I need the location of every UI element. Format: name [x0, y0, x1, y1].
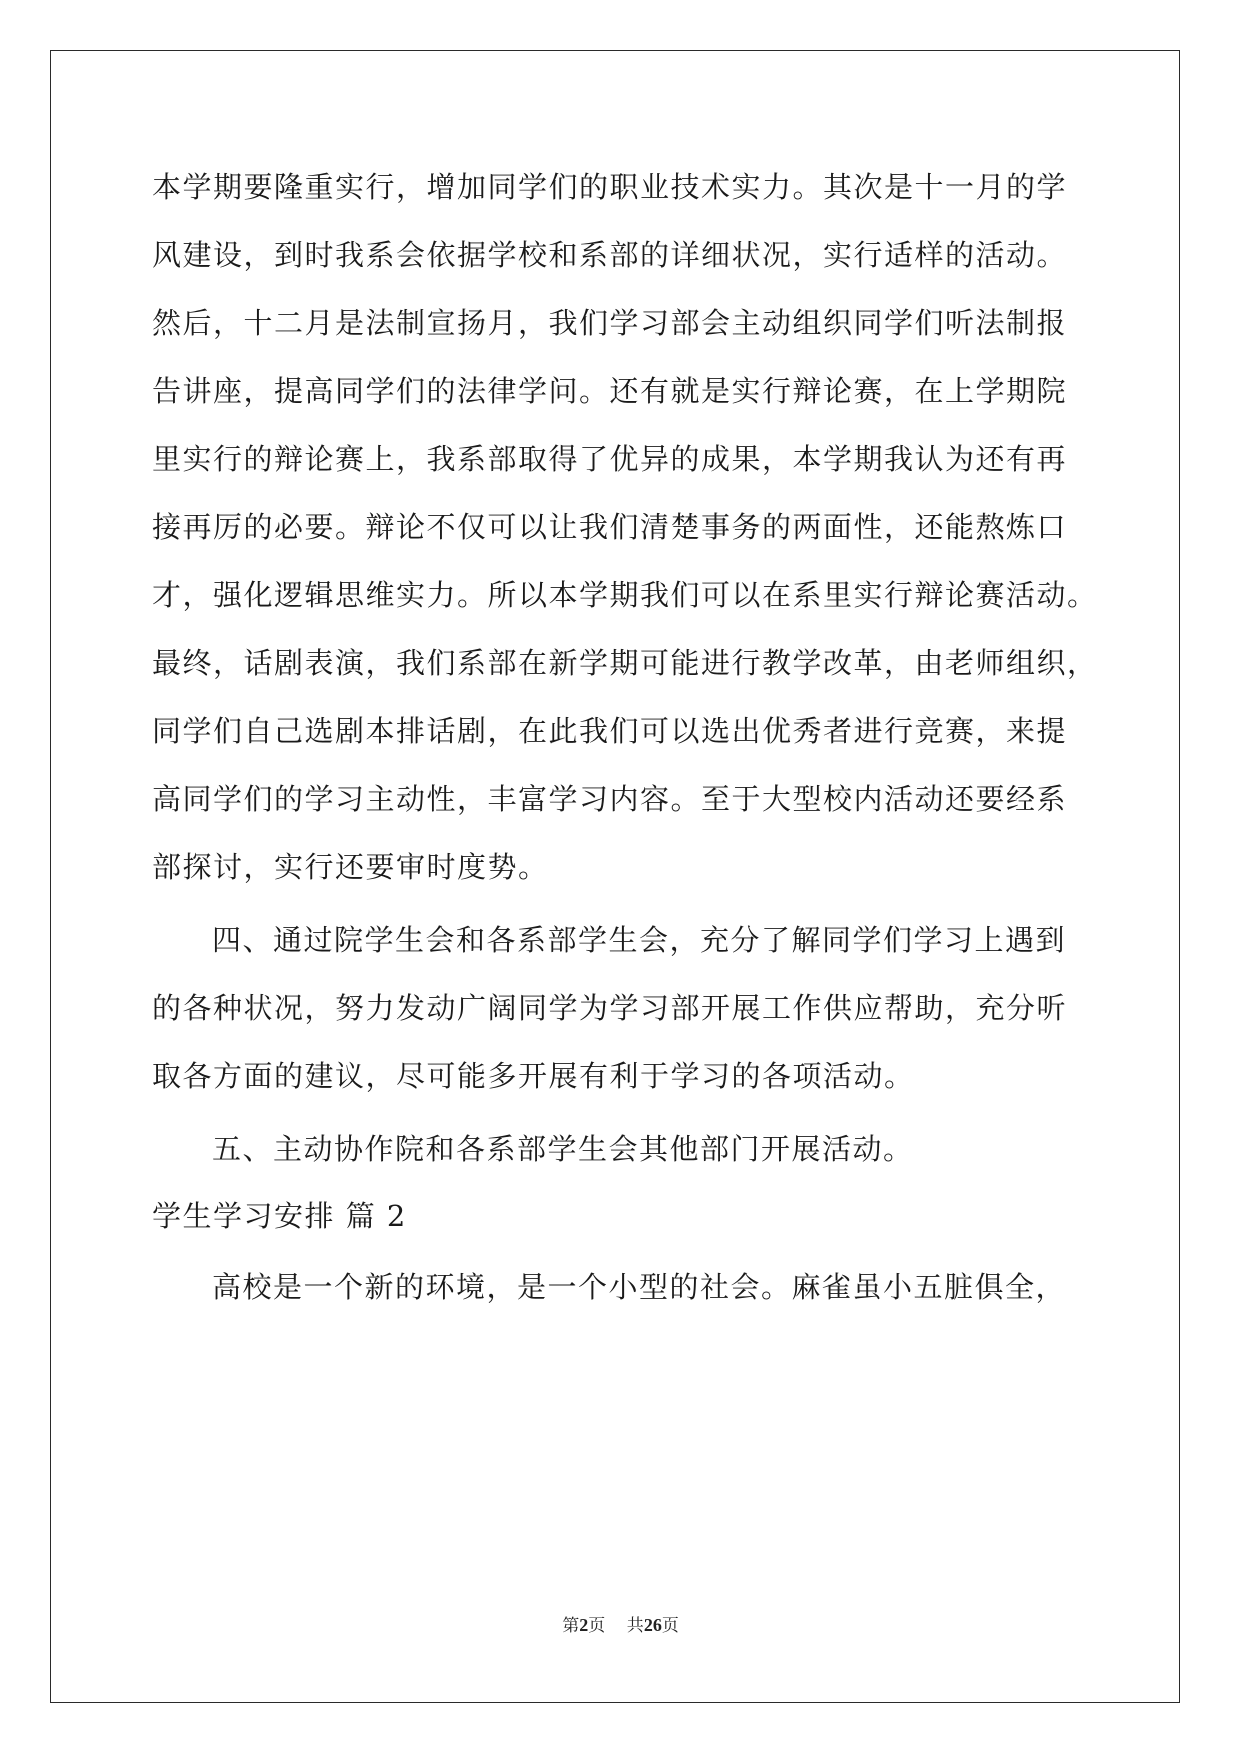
text-line: 里实行的辩论赛上，我系部取得了优异的成果，本学期我认为还有再 — [152, 442, 1068, 476]
text-line: 才，强化逻辑思维实力。所以本学期我们可以在系里实行辩论赛活动。 — [152, 578, 1098, 612]
text-line: 部探讨，实行还要审时度势。 — [152, 850, 549, 884]
current-page-number: 2 — [579, 1615, 589, 1635]
text-line: 五、主动协作院和各系部学生会其他部门开展活动。 — [212, 1132, 914, 1166]
page-footer — [0, 1613, 1241, 1638]
total-page-number: 26 — [643, 1615, 662, 1635]
text-line: 风建设，到时我系会依据学校和系部的详细状况，实行适样的活动。 — [152, 238, 1068, 272]
section-heading: 学生学习安排 篇 2 — [152, 1199, 407, 1233]
footer-mid: 页 共 — [588, 1616, 644, 1636]
text-line: 然后，十二月是法制宣扬月，我们学习部会主动组织同学们听法制报 — [152, 306, 1068, 340]
text-line: 四、通过院学生会和各系部学生会，充分了解同学们学习上遇到 — [212, 923, 1067, 957]
text-line: 接再厉的必要。辩论不仅可以让我们清楚事务的两面性，还能熬炼口 — [152, 510, 1068, 544]
text-line: 的各种状况，努力发动广阔同学为学习部开展工作供应帮助，充分听 — [152, 991, 1068, 1025]
text-line: 高同学们的学习主动性，丰富学习内容。至于大型校内活动还要经系 — [152, 782, 1068, 816]
text-line: 同学们自己选剧本排话剧，在此我们可以选出优秀者进行竞赛，来提 — [152, 714, 1068, 748]
text-line: 高校是一个新的环境，是一个小型的社会。麻雀虽小五脏俱全， — [212, 1270, 1067, 1304]
text-line: 取各方面的建议，尽可能多开展有利于学习的各项活动。 — [152, 1059, 915, 1093]
text-line: 最终，话剧表演，我们系部在新学期可能进行教学改革，由老师组织， — [152, 646, 1098, 680]
footer-suffix: 页 — [661, 1616, 679, 1636]
footer-prefix: 第 — [562, 1616, 580, 1636]
text-line: 告讲座，提高同学们的法律学问。还有就是实行辩论赛，在上学期院 — [152, 374, 1068, 408]
text-line: 本学期要隆重实行，增加同学们的职业技术实力。其次是十一月的学 — [152, 170, 1068, 204]
